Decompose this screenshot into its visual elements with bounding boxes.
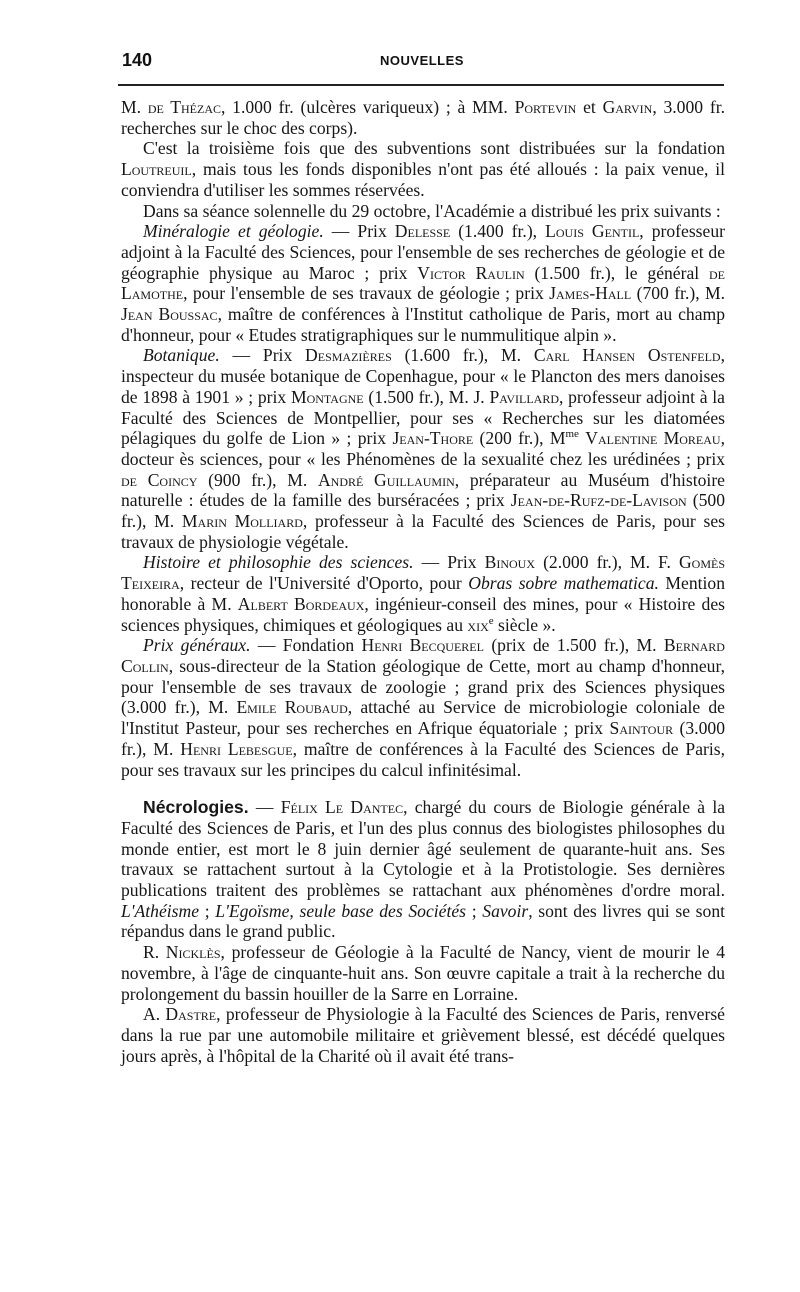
text-run: , attaché au Service de microbiologie coloniale de l'Institut Pasteur, pour ses recherches en Afrique équatoriale ; prix bbox=[121, 697, 725, 739]
italic-text: Botanique. bbox=[143, 345, 220, 366]
name-text: Henri Becquerel bbox=[361, 635, 484, 656]
name-text: Montagne bbox=[290, 386, 364, 407]
text-run: et bbox=[576, 97, 603, 117]
name-text: Nicklès bbox=[165, 942, 221, 963]
paragraph bbox=[121, 1004, 725, 1066]
name-text: Loutreuil bbox=[121, 159, 192, 180]
text-run: (200 fr.), M bbox=[473, 428, 566, 449]
name-text: Louis Gentil bbox=[545, 221, 640, 242]
text-run: , docteur ès sciences, pour « les Phénomènes de la sexualité chez les urédinées ; prix bbox=[121, 428, 725, 469]
italic-text: L'Egoïsme, seule base des Sociétés bbox=[215, 900, 467, 921]
text-run: (900 fr.), M. bbox=[197, 469, 318, 490]
text-run: Mention honorable à M. bbox=[121, 573, 725, 614]
text-run: ; bbox=[199, 900, 216, 921]
text-run: e bbox=[488, 614, 494, 627]
text-run: , professeur de Géologie à la Faculté de Nancy, vient de mourir le 4 novembre, à l'âge de cinquante-huit ans. Son œuvre capitale a trait à la recherche du prolongement du bassin houiller de la Sarre en Lorraine. bbox=[121, 942, 725, 1004]
name-text: Binoux bbox=[484, 552, 536, 573]
page-header bbox=[122, 50, 722, 74]
italic-text: Histoire et philosophie des sciences. bbox=[143, 552, 414, 573]
section-heading: Nécrologies. bbox=[143, 797, 249, 818]
text-run: , inspecteur du musée botanique de Copenhague, pour « le Plancton des mers danoises de 1898 à 1901 » ; prix bbox=[121, 345, 726, 407]
text-run: , professeur de Physiologie à la Faculté des Sciences de Paris, renversé dans la rue par une automobile militaire et grièvement blessé, est décédé quelques jours après, à l'hôpital de la Charité où il avait été trans- bbox=[121, 1004, 725, 1066]
text-run: , chargé du cours de Biologie générale à la Faculté des Sciences de Paris, et l'un des plus connus des biologistes philosophes du monde entier, est mort le 8 juin dernier âgé seulement de quarante-huit ans. Ses travaux se rattachent surtout à la Cytologie et à la Protistologie. Ses dernières publications traitent des problèmes se rattachant aux phénomènes d'ordre moral. bbox=[121, 797, 726, 901]
text-run: , maître de conférences à la Faculté des Sciences de Paris, pour ses travaux sur les principes du calcul infinitésimal. bbox=[121, 738, 725, 780]
text-run: , 3.000 fr. recherches sur le choc des corps). bbox=[121, 97, 725, 138]
paragraph bbox=[121, 635, 725, 780]
name-text: Bernard Collin bbox=[121, 635, 725, 676]
italic-text: L'Athéisme bbox=[121, 900, 200, 921]
text-run: A. bbox=[143, 1004, 166, 1025]
paragraph bbox=[121, 221, 725, 345]
name-text: Delesse bbox=[394, 221, 451, 242]
text-run: , professeur à la Faculté des Sciences de Paris, pour ses travaux de physiologie végétale. bbox=[121, 511, 725, 552]
text-run: (500 fr.), M. bbox=[121, 490, 725, 532]
text-run: , sont des livres qui se sont répandus dans le grand public. bbox=[121, 900, 726, 942]
italic-text: Prix généraux. bbox=[143, 635, 251, 656]
text-run: , ingénieur-conseil des mines, pour « Histoire des sciences physiques, chimiques et géologiques au bbox=[121, 593, 726, 635]
text-run: , maître de conférences à l'Institut catholique de Paris, mort au champ d'honneur, pour « Etudes stratigraphiques sur le nummulitique alpin ». bbox=[121, 304, 725, 345]
paragraph bbox=[121, 138, 725, 200]
name-text: André Guillaumin bbox=[317, 469, 455, 490]
text-run: me bbox=[565, 428, 579, 441]
name-text: Garvin bbox=[602, 97, 653, 117]
text-run: (prix de 1.500 fr.), M. bbox=[483, 635, 664, 656]
text-run: M. bbox=[121, 97, 148, 117]
text-run: — bbox=[248, 797, 281, 818]
name-text: Valentine Moreau bbox=[585, 428, 721, 449]
name-text: Emile Roubaud bbox=[236, 697, 348, 718]
name-text: de Coincy bbox=[121, 469, 198, 490]
text-run: — Fondation bbox=[250, 635, 362, 656]
name-text: Victor Raulin bbox=[417, 262, 525, 283]
italic-text: Minéralogie et géologie. bbox=[143, 221, 324, 242]
paragraph bbox=[121, 345, 725, 552]
name-text: Portevin bbox=[514, 97, 577, 117]
name-text: Jean-de-Rufz-de-Lavison bbox=[510, 490, 687, 511]
name-text: Carl Hansen Ostenfeld bbox=[533, 345, 721, 366]
text-run: ; bbox=[466, 900, 483, 921]
text-run: , sous-directeur de la Station géologique de Cette, mort au champ d'honneur, pour l'ensemble de ses travaux de zoologie ; grand prix des Sciences physiques (3.000 fr.), M. bbox=[121, 655, 725, 718]
text-run: , recteur de l'Université d'Oporto, pour bbox=[179, 573, 469, 594]
text-run: (1.500 fr.), M. J. bbox=[363, 386, 490, 407]
text-run: (1.600 fr.), M. bbox=[391, 345, 534, 366]
text-run: — Prix bbox=[219, 345, 306, 366]
page-number: 140 bbox=[122, 50, 153, 70]
name-text: Gomès Teixeira bbox=[121, 552, 726, 594]
text-run: , pour l'ensemble de ses travaux de géologie ; prix bbox=[183, 283, 550, 304]
running-title: NOUVELLES bbox=[380, 53, 464, 68]
text-run: — Prix bbox=[413, 552, 485, 573]
name-text: Dastre bbox=[165, 1004, 217, 1025]
name-text: Jean-Thore bbox=[392, 428, 474, 449]
text-run: , 1.000 fr. (ulcères variqueux) ; à MM. bbox=[221, 97, 515, 117]
text-run: (700 fr.), M. bbox=[631, 283, 725, 304]
name-text: xix bbox=[467, 614, 489, 635]
text-run: (1.400 fr.), bbox=[450, 221, 546, 242]
text-run: Dans sa séance solennelle du 29 octobre, l'Académie a distribué les prix suivants : bbox=[143, 200, 721, 221]
name-text: de Lamothe bbox=[121, 262, 725, 304]
text-run: siècle ». bbox=[493, 614, 556, 635]
text-run: , professeur adjoint à la Faculté des Sciences, pour l'ensemble de ses recherches de géologie et de géographie physique au Maroc ; prix bbox=[121, 221, 725, 283]
text-run: (2.000 fr.), M. F. bbox=[535, 552, 679, 573]
name-text: Marin Molliard bbox=[181, 511, 303, 532]
italic-text: Savoir bbox=[482, 900, 529, 921]
name-text: Félix Le Dantec bbox=[280, 797, 404, 818]
paragraph bbox=[121, 797, 725, 942]
name-text: de Thézac bbox=[147, 97, 222, 117]
name-text: James-Hall bbox=[549, 283, 632, 304]
text-run: R. bbox=[143, 942, 166, 963]
header-rule bbox=[118, 84, 724, 86]
name-text: Saintour bbox=[609, 718, 674, 739]
body-text bbox=[121, 97, 725, 1066]
name-text: Henri Lebesgue bbox=[180, 738, 293, 759]
paragraph bbox=[121, 942, 725, 1004]
text-run: (3.000 fr.), M. bbox=[121, 718, 725, 759]
name-text: Jean Boussac bbox=[121, 304, 218, 325]
paragraph bbox=[121, 97, 725, 138]
text-run: , professeur adjoint à la Faculté des Sciences de Montpellier, pour ses « Recherches sur les diatomées pélagiques du golfe de Lion » ; prix bbox=[121, 386, 725, 449]
text-run: C'est la troisième fois que des subventions sont distribuées sur la fondation bbox=[143, 138, 725, 159]
text-run: — Prix bbox=[323, 221, 395, 242]
text-run: (1.500 fr.), le général bbox=[524, 262, 709, 283]
paragraph bbox=[121, 201, 725, 222]
text-run: , préparateur au Muséum d'histoire naturelle : études de la famille des burséracées ; prix bbox=[121, 469, 725, 511]
name-text: Pavillard bbox=[489, 386, 559, 407]
name-text: Desmazières bbox=[305, 345, 392, 366]
italic-text: Obras sobre mathematica. bbox=[468, 573, 659, 594]
name-text: Albert Bordeaux bbox=[237, 593, 365, 614]
paragraph bbox=[121, 552, 725, 635]
text-run: , mais tous les fonds disponibles n'ont pas été alloués : la paix venue, il conviendra d'utiliser les sommes réservées. bbox=[121, 159, 725, 200]
